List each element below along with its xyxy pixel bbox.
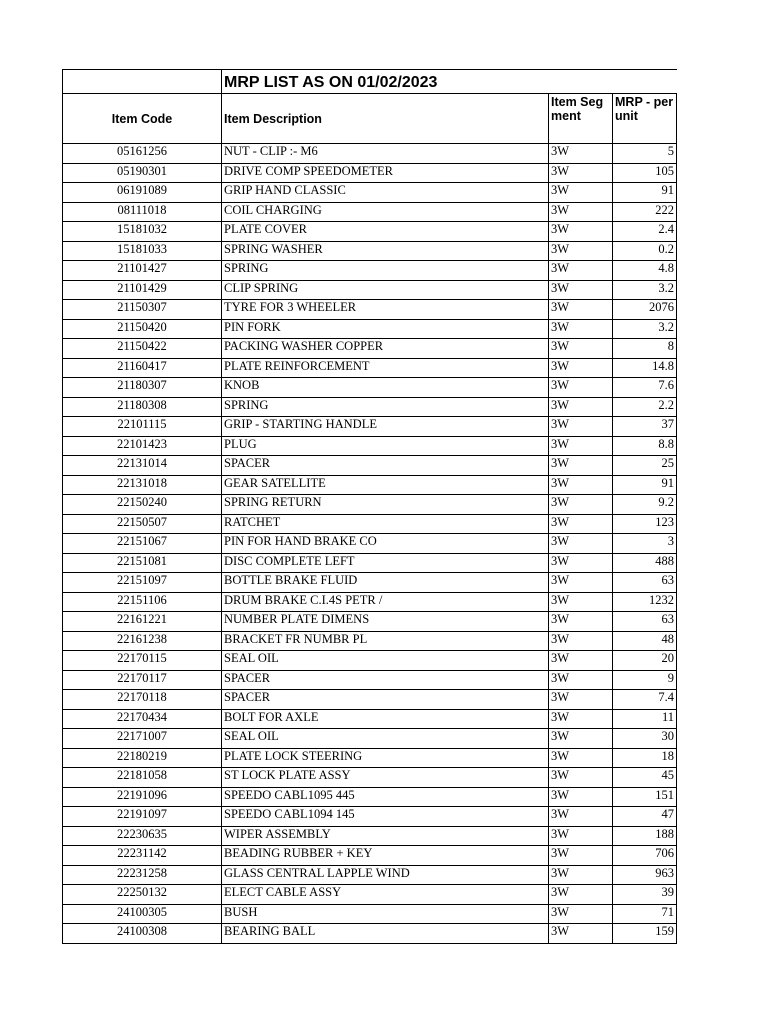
- table-row: [63, 222, 677, 242]
- item-segment-cell: 3W: [549, 846, 613, 866]
- table-row: [63, 865, 677, 885]
- mrp-sheet: [62, 69, 676, 944]
- item-segment-cell: 3W: [549, 573, 613, 593]
- mrp-cell: 20: [613, 651, 677, 671]
- item-segment-cell: 3W: [549, 280, 613, 300]
- table-row: [63, 300, 677, 320]
- item-segment-cell: 3W: [549, 553, 613, 573]
- item-description-cell: PACKING WASHER COPPER: [222, 339, 549, 359]
- mrp-cell: 63: [613, 573, 677, 593]
- item-description-cell: GRIP HAND CLASSIC: [222, 183, 549, 203]
- table-row: [63, 924, 677, 944]
- item-code-cell: 22230635: [63, 826, 222, 846]
- item-code-cell: 05190301: [63, 163, 222, 183]
- table-row: [63, 885, 677, 905]
- item-segment-cell: 3W: [549, 592, 613, 612]
- table-row: [63, 748, 677, 768]
- mrp-cell: 159: [613, 924, 677, 944]
- mrp-cell: 45: [613, 768, 677, 788]
- item-segment-cell: 3W: [549, 475, 613, 495]
- table-row: [63, 261, 677, 281]
- table-row: [63, 690, 677, 710]
- item-segment-cell: 3W: [549, 690, 613, 710]
- item-description-cell: SPRING RETURN: [222, 495, 549, 515]
- table-row: [63, 807, 677, 827]
- item-segment-cell: 3W: [549, 534, 613, 554]
- table-row: [63, 378, 677, 398]
- mrp-cell: 2.2: [613, 397, 677, 417]
- table-row: [63, 768, 677, 788]
- table-row: [63, 612, 677, 632]
- item-segment-cell: 3W: [549, 319, 613, 339]
- item-segment-cell: 3W: [549, 495, 613, 515]
- table-row: [63, 826, 677, 846]
- mrp-cell: 0.2: [613, 241, 677, 261]
- item-description-cell: NUT - CLIP :- M6: [222, 144, 549, 164]
- mrp-cell: 39: [613, 885, 677, 905]
- mrp-cell: 222: [613, 202, 677, 222]
- mrp-cell: 5: [613, 144, 677, 164]
- item-segment-cell: 3W: [549, 826, 613, 846]
- item-description-cell: KNOB: [222, 378, 549, 398]
- item-segment-cell: 3W: [549, 631, 613, 651]
- item-description-cell: PLUG: [222, 436, 549, 456]
- mrp-cell: 8.8: [613, 436, 677, 456]
- item-description-cell: SPACER: [222, 690, 549, 710]
- item-description-cell: SPRING: [222, 261, 549, 281]
- mrp-cell: 8: [613, 339, 677, 359]
- item-description-cell: BEARING BALL: [222, 924, 549, 944]
- mrp-cell: 1232: [613, 592, 677, 612]
- item-description-cell: SPRING: [222, 397, 549, 417]
- item-segment-cell: 3W: [549, 924, 613, 944]
- item-description-cell: BOLT FOR AXLE: [222, 709, 549, 729]
- item-segment-cell: 3W: [549, 768, 613, 788]
- item-code-cell: 22101423: [63, 436, 222, 456]
- item-segment-cell: 3W: [549, 397, 613, 417]
- header-item-segment: Item Seg ment: [549, 94, 613, 144]
- item-code-cell: 22250132: [63, 885, 222, 905]
- item-segment-cell: 3W: [549, 417, 613, 437]
- item-description-cell: PIN FOR HAND BRAKE CO: [222, 534, 549, 554]
- mrp-cell: 11: [613, 709, 677, 729]
- item-segment-cell: 3W: [549, 885, 613, 905]
- item-segment-cell: 3W: [549, 651, 613, 671]
- item-code-cell: 22191097: [63, 807, 222, 827]
- item-segment-cell: 3W: [549, 748, 613, 768]
- table-row: [63, 553, 677, 573]
- item-segment-cell: 3W: [549, 358, 613, 378]
- item-description-cell: RATCHET: [222, 514, 549, 534]
- header-mrp-per-unit: MRP - per unit: [613, 94, 677, 144]
- item-description-cell: DISC COMPLETE LEFT: [222, 553, 549, 573]
- table-row: [63, 592, 677, 612]
- table-row: [63, 514, 677, 534]
- page-title: MRP LIST AS ON 01/02/2023: [222, 70, 677, 94]
- item-description-cell: PLATE LOCK STEERING: [222, 748, 549, 768]
- item-code-cell: 22231142: [63, 846, 222, 866]
- mrp-cell: 71: [613, 904, 677, 924]
- item-description-cell: GLASS CENTRAL LAPPLE WIND: [222, 865, 549, 885]
- table-row: [63, 144, 677, 164]
- item-description-cell: CLIP SPRING: [222, 280, 549, 300]
- item-description-cell: COIL CHARGING: [222, 202, 549, 222]
- item-code-cell: 22181058: [63, 768, 222, 788]
- item-code-cell: 22151097: [63, 573, 222, 593]
- item-description-cell: TYRE FOR 3 WHEELER: [222, 300, 549, 320]
- item-description-cell: NUMBER PLATE DIMENS: [222, 612, 549, 632]
- table-row: [63, 339, 677, 359]
- item-code-cell: 22191096: [63, 787, 222, 807]
- mrp-cell: 37: [613, 417, 677, 437]
- item-code-cell: 15181032: [63, 222, 222, 242]
- mrp-cell: 3: [613, 534, 677, 554]
- item-code-cell: 21180307: [63, 378, 222, 398]
- item-segment-cell: 3W: [549, 339, 613, 359]
- mrp-cell: 123: [613, 514, 677, 534]
- item-segment-cell: 3W: [549, 222, 613, 242]
- item-description-cell: PLATE COVER: [222, 222, 549, 242]
- item-code-cell: 22150507: [63, 514, 222, 534]
- item-segment-cell: 3W: [549, 709, 613, 729]
- item-description-cell: PIN FORK: [222, 319, 549, 339]
- item-segment-cell: 3W: [549, 378, 613, 398]
- table-row: [63, 534, 677, 554]
- item-segment-cell: 3W: [549, 241, 613, 261]
- item-code-cell: 05161256: [63, 144, 222, 164]
- item-segment-cell: 3W: [549, 163, 613, 183]
- table-row: [63, 846, 677, 866]
- item-code-cell: 22170117: [63, 670, 222, 690]
- item-description-cell: SPEEDO CABL1095 445: [222, 787, 549, 807]
- mrp-cell: 488: [613, 553, 677, 573]
- table-row: [63, 475, 677, 495]
- item-code-cell: 15181033: [63, 241, 222, 261]
- item-description-cell: ELECT CABLE ASSY: [222, 885, 549, 905]
- mrp-cell: 4.8: [613, 261, 677, 281]
- item-description-cell: GRIP - STARTING HANDLE: [222, 417, 549, 437]
- mrp-cell: 9.2: [613, 495, 677, 515]
- table-row: [63, 729, 677, 749]
- item-description-cell: SPRING WASHER: [222, 241, 549, 261]
- item-description-cell: DRUM BRAKE C.I.4S PETR /: [222, 592, 549, 612]
- title-spacer-cell: [63, 70, 222, 94]
- title-row: [63, 70, 677, 94]
- item-segment-cell: 3W: [549, 456, 613, 476]
- mrp-cell: 9: [613, 670, 677, 690]
- item-code-cell: 06191089: [63, 183, 222, 203]
- item-description-cell: BEADING RUBBER + KEY: [222, 846, 549, 866]
- item-code-cell: 22150240: [63, 495, 222, 515]
- item-description-cell: WIPER ASSEMBLY: [222, 826, 549, 846]
- table-row: [63, 904, 677, 924]
- table-row: [63, 631, 677, 651]
- table-row: [63, 495, 677, 515]
- item-code-cell: 22170434: [63, 709, 222, 729]
- table-row: [63, 319, 677, 339]
- header-item-description: Item Description: [222, 94, 549, 144]
- mrp-cell: 48: [613, 631, 677, 651]
- item-description-cell: SPACER: [222, 670, 549, 690]
- item-description-cell: PLATE REINFORCEMENT: [222, 358, 549, 378]
- item-segment-cell: 3W: [549, 183, 613, 203]
- item-code-cell: 22161238: [63, 631, 222, 651]
- item-code-cell: 22170115: [63, 651, 222, 671]
- item-description-cell: BUSH: [222, 904, 549, 924]
- mrp-cell: 2.4: [613, 222, 677, 242]
- mrp-cell: 105: [613, 163, 677, 183]
- mrp-cell: 188: [613, 826, 677, 846]
- item-segment-cell: 3W: [549, 787, 613, 807]
- item-description-cell: GEAR SATELLITE: [222, 475, 549, 495]
- mrp-table: [62, 69, 677, 944]
- item-segment-cell: 3W: [549, 807, 613, 827]
- item-code-cell: 22131018: [63, 475, 222, 495]
- item-code-cell: 21160417: [63, 358, 222, 378]
- mrp-cell: 25: [613, 456, 677, 476]
- item-code-cell: 21180308: [63, 397, 222, 417]
- item-description-cell: BOTTLE BRAKE FLUID: [222, 573, 549, 593]
- item-description-cell: SEAL OIL: [222, 651, 549, 671]
- item-segment-cell: 3W: [549, 612, 613, 632]
- mrp-cell: 30: [613, 729, 677, 749]
- mrp-cell: 14.8: [613, 358, 677, 378]
- item-description-cell: ST LOCK PLATE ASSY: [222, 768, 549, 788]
- table-row: [63, 202, 677, 222]
- item-description-cell: SPACER: [222, 456, 549, 476]
- table-row: [63, 280, 677, 300]
- mrp-cell: 7.4: [613, 690, 677, 710]
- item-code-cell: 22231258: [63, 865, 222, 885]
- item-code-cell: 21101429: [63, 280, 222, 300]
- header-row: [63, 94, 677, 144]
- item-code-cell: 21150420: [63, 319, 222, 339]
- table-row: [63, 358, 677, 378]
- mrp-cell: 3.2: [613, 319, 677, 339]
- mrp-cell: 151: [613, 787, 677, 807]
- item-segment-cell: 3W: [549, 904, 613, 924]
- table-row: [63, 436, 677, 456]
- item-code-cell: 24100305: [63, 904, 222, 924]
- item-segment-cell: 3W: [549, 261, 613, 281]
- item-segment-cell: 3W: [549, 144, 613, 164]
- item-code-cell: 21150307: [63, 300, 222, 320]
- item-code-cell: 22170118: [63, 690, 222, 710]
- item-code-cell: 22151081: [63, 553, 222, 573]
- table-row: [63, 163, 677, 183]
- table-row: [63, 397, 677, 417]
- table-row: [63, 709, 677, 729]
- item-description-cell: DRIVE COMP SPEEDOMETER: [222, 163, 549, 183]
- mrp-cell: 2076: [613, 300, 677, 320]
- item-code-cell: 21101427: [63, 261, 222, 281]
- item-code-cell: 24100308: [63, 924, 222, 944]
- table-row: [63, 787, 677, 807]
- mrp-cell: 7.6: [613, 378, 677, 398]
- item-segment-cell: 3W: [549, 670, 613, 690]
- item-segment-cell: 3W: [549, 865, 613, 885]
- mrp-cell: 18: [613, 748, 677, 768]
- table-row: [63, 670, 677, 690]
- item-code-cell: 22161221: [63, 612, 222, 632]
- table-row: [63, 573, 677, 593]
- item-segment-cell: 3W: [549, 729, 613, 749]
- table-row: [63, 456, 677, 476]
- item-code-cell: 22151106: [63, 592, 222, 612]
- item-description-cell: SPEEDO CABL1094 145: [222, 807, 549, 827]
- item-segment-cell: 3W: [549, 202, 613, 222]
- table-row: [63, 183, 677, 203]
- item-description-cell: BRACKET FR NUMBR PL: [222, 631, 549, 651]
- item-description-cell: SEAL OIL: [222, 729, 549, 749]
- mrp-cell: 963: [613, 865, 677, 885]
- item-code-cell: 22180219: [63, 748, 222, 768]
- item-code-cell: 21150422: [63, 339, 222, 359]
- mrp-cell: 63: [613, 612, 677, 632]
- item-code-cell: 22151067: [63, 534, 222, 554]
- mrp-cell: 91: [613, 475, 677, 495]
- item-code-cell: 08111018: [63, 202, 222, 222]
- mrp-cell: 3.2: [613, 280, 677, 300]
- item-code-cell: 22101115: [63, 417, 222, 437]
- table-body: [63, 144, 677, 944]
- table-row: [63, 651, 677, 671]
- item-segment-cell: 3W: [549, 436, 613, 456]
- header-item-code: Item Code: [63, 94, 222, 144]
- item-code-cell: 22171007: [63, 729, 222, 749]
- mrp-cell: 706: [613, 846, 677, 866]
- mrp-cell: 47: [613, 807, 677, 827]
- item-segment-cell: 3W: [549, 514, 613, 534]
- item-code-cell: 22131014: [63, 456, 222, 476]
- item-segment-cell: 3W: [549, 300, 613, 320]
- mrp-cell: 91: [613, 183, 677, 203]
- table-row: [63, 417, 677, 437]
- table-row: [63, 241, 677, 261]
